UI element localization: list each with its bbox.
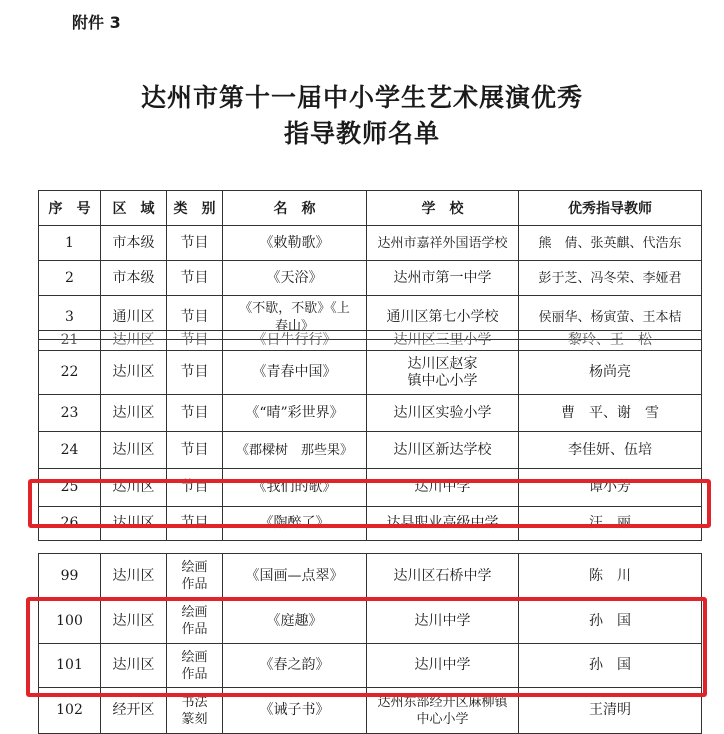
cell-school: 达川中学	[367, 644, 519, 688]
cell-region: 市本级	[101, 226, 167, 261]
cell-school: 达州东部经开区麻柳镇中心小学	[367, 688, 519, 734]
table-row	[39, 507, 702, 541]
cell-category: 节目	[167, 507, 223, 541]
cell-no: 23	[39, 395, 101, 432]
cell-teachers: 孙 国	[519, 644, 702, 688]
cell-name: 《青春中国》	[223, 351, 367, 395]
cell-no: 3	[39, 296, 101, 340]
cell-category: 绘画作品	[167, 644, 223, 688]
header-category: 类 别	[167, 191, 223, 226]
cell-region: 达川区	[101, 469, 167, 507]
cell-teachers: 黎玲、王 松	[519, 331, 702, 351]
cell-no: 2	[39, 261, 101, 296]
cell-no: 99	[39, 554, 101, 599]
cell-school: 达州市嘉祥外国语学校	[367, 226, 519, 261]
cell-name: 《日牛行行》	[223, 331, 367, 351]
attachment-label: 附件 3	[72, 13, 121, 32]
cell-school: 达川区实验小学	[367, 395, 519, 432]
cell-category: 节目	[167, 331, 223, 351]
cell-category: 绘画作品	[167, 599, 223, 644]
cell-name: 《陶醉了》	[223, 507, 367, 541]
cell-no: 22	[39, 351, 101, 395]
cell-teachers: 曹 平、谢 雪	[519, 395, 702, 432]
table-band-1	[38, 190, 701, 342]
cell-school: 达川区三里小学	[367, 331, 519, 351]
cell-school: 达川中学	[367, 469, 519, 507]
cell-category: 书法篆刻	[167, 688, 223, 734]
cell-region: 达川区	[101, 351, 167, 395]
header-region: 区 域	[101, 191, 167, 226]
cell-teachers: 杨尚亮	[519, 351, 702, 395]
cell-region: 经开区	[101, 688, 167, 734]
cell-no: 26	[39, 507, 101, 541]
table-row	[39, 432, 702, 469]
teacher-table-1	[38, 190, 702, 340]
table-row	[39, 469, 702, 507]
cell-teachers: 熊 倩、张英麒、代浩东	[519, 226, 702, 261]
header-no: 序 号	[39, 191, 101, 226]
table-row	[39, 554, 702, 599]
table-row	[39, 226, 702, 261]
cell-no: 24	[39, 432, 101, 469]
table-row	[39, 351, 702, 395]
cell-region: 市本级	[101, 261, 167, 296]
cell-school: 达州市第一中学	[367, 261, 519, 296]
header-teachers: 优秀指导教师	[519, 191, 702, 226]
table-row	[39, 261, 702, 296]
cell-school: 达川区赵家镇中心小学	[367, 351, 519, 395]
cell-name: 《郡樑树 那些果》	[223, 432, 367, 469]
cell-school: 达川区石桥中学	[367, 554, 519, 599]
cell-name: 《“晴”彩世界》	[223, 395, 367, 432]
cell-category: 节目	[167, 432, 223, 469]
cell-school: 通川区第七小学校	[367, 296, 519, 340]
cell-no: 102	[39, 688, 101, 734]
cell-no: 100	[39, 599, 101, 644]
cell-name: 《春之韵》	[223, 644, 367, 688]
cell-name: 《敕勒歌》	[223, 226, 367, 261]
cell-category: 节目	[167, 296, 223, 340]
cell-no: 101	[39, 644, 101, 688]
table-row	[39, 688, 702, 734]
cell-name: 《国画—点翠》	[223, 554, 367, 599]
cell-category: 节目	[167, 395, 223, 432]
table-band-2	[38, 332, 701, 541]
table-header-row	[39, 191, 702, 226]
cell-name: 《庭趣》	[223, 599, 367, 644]
cell-name: 《不歇，不歇》《上春山》	[223, 296, 367, 340]
cell-teachers: 孙 国	[519, 599, 702, 644]
cell-region: 达川区	[101, 599, 167, 644]
cell-no: 21	[39, 331, 101, 351]
cell-name: 《诫子书》	[223, 688, 367, 734]
cell-region: 达川区	[101, 331, 167, 351]
cell-name: 《天浴》	[223, 261, 367, 296]
cell-no: 25	[39, 469, 101, 507]
cell-category: 绘画作品	[167, 554, 223, 599]
table-row	[39, 395, 702, 432]
cell-region: 通川区	[101, 296, 167, 340]
cell-school: 达县职业高级中学	[367, 507, 519, 541]
table-row	[39, 644, 702, 688]
cell-teachers: 谭小芳	[519, 469, 702, 507]
cell-no: 1	[39, 226, 101, 261]
cell-teachers: 李佳妍、伍培	[519, 432, 702, 469]
cell-teachers: 陈 川	[519, 554, 702, 599]
cell-region: 达川区	[101, 554, 167, 599]
cell-school: 达川区新达学校	[367, 432, 519, 469]
cell-teachers: 侯丽华、杨寅萤、王本桔	[519, 296, 702, 340]
cell-school: 达川中学	[367, 599, 519, 644]
cell-category: 节目	[167, 469, 223, 507]
cell-teachers: 汪 丽	[519, 507, 702, 541]
cell-name: 《我们的歌》	[223, 469, 367, 507]
cell-region: 达川区	[101, 432, 167, 469]
document-subtitle: 指导教师名单	[283, 119, 440, 148]
document-title: 达州市第十一届中小学生艺术展演优秀	[140, 83, 583, 112]
cell-category: 节目	[167, 261, 223, 296]
cell-teachers: 彭于芝、冯冬荣、李娅君	[519, 261, 702, 296]
table-band-3	[38, 553, 701, 734]
teacher-table-2	[38, 330, 702, 541]
teacher-table-3	[38, 553, 702, 734]
cell-category: 节目	[167, 226, 223, 261]
header-name: 名 称	[223, 191, 367, 226]
cell-region: 达川区	[101, 395, 167, 432]
header-school: 学 校	[367, 191, 519, 226]
cell-teachers: 王清明	[519, 688, 702, 734]
cell-category: 节目	[167, 351, 223, 395]
cell-region: 达川区	[101, 644, 167, 688]
cell-region: 达川区	[101, 507, 167, 541]
table-row	[39, 331, 702, 351]
table-row	[39, 599, 702, 644]
